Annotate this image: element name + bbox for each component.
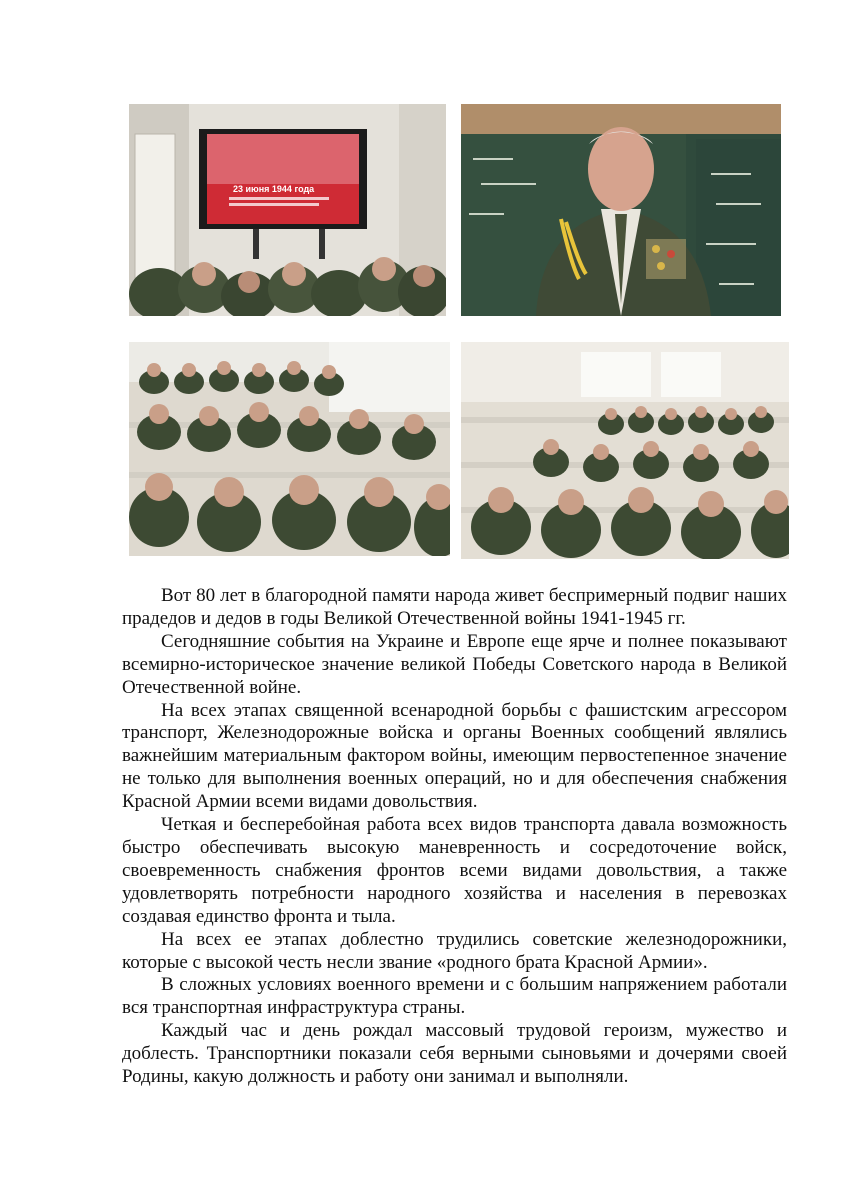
photo-veteran-graphic [461, 104, 781, 316]
paragraph: На всех ее этапах доблестно трудились советские железнодорожники, которые с высокой честь несли звание «родного брата Красной Армии». [122, 928, 787, 973]
photo-presentation-graphic [129, 104, 446, 316]
photo-cadets-auditorium [461, 342, 789, 559]
article-body [122, 585, 787, 1089]
paragraph: В сложных условиях военного времени и с большим напряжением работали вся транспортная инфраструктура страны. [122, 974, 787, 1019]
photo-cadets-hall-graphic [129, 342, 450, 556]
photo-presentation [129, 104, 446, 316]
photo-cadets-auditorium-graphic [461, 342, 789, 559]
paragraph: Вот 80 лет в благородной памяти народа живет беспримерный подвиг наших прадедов и дедов в годы Великой Отечественной войны 1941-1945 гг. [122, 585, 787, 629]
paragraph: Четкая и бесперебойная работа всех видов транспорта давала возможность быстро обеспечивать высокую маневренность и сосредоточение войск, своевременность снабжения фронтов всеми видами довольствия, а также удовлетворять потребности народного хозяйства и населения в перевозках создавая единство фронта и тыла. [122, 814, 787, 927]
paragraph: На всех этапах священной всенародной борьбы с фашистским агрессором транспорт, Железнодорожные войска и органы Военных сообщений являлись важнейшим материальным фактором войны, имеющим первостепенное значение не только для выполнения военных операций, но и для обеспечения снабжения Красной Армии всеми видами довольствия. [122, 699, 787, 813]
paragraph: Сегодняшние события на Украине и Европе еще ярче и полнее показывают всемирно-историческое значение великой Победы Советского народа в Великой Отечественной войне. [122, 630, 787, 698]
screen-title-text: 23 июня 1944 года [233, 184, 315, 194]
photo-veteran [461, 104, 781, 316]
paragraph: Каждый час и день рождал массовый трудовой героизм, мужество и доблесть. Транспортники показали себя верными сыновьями и дочерями своей Родины, какую должность и работу они занимал и выполняли. [122, 1020, 787, 1088]
photo-cadets-hall [129, 342, 450, 556]
